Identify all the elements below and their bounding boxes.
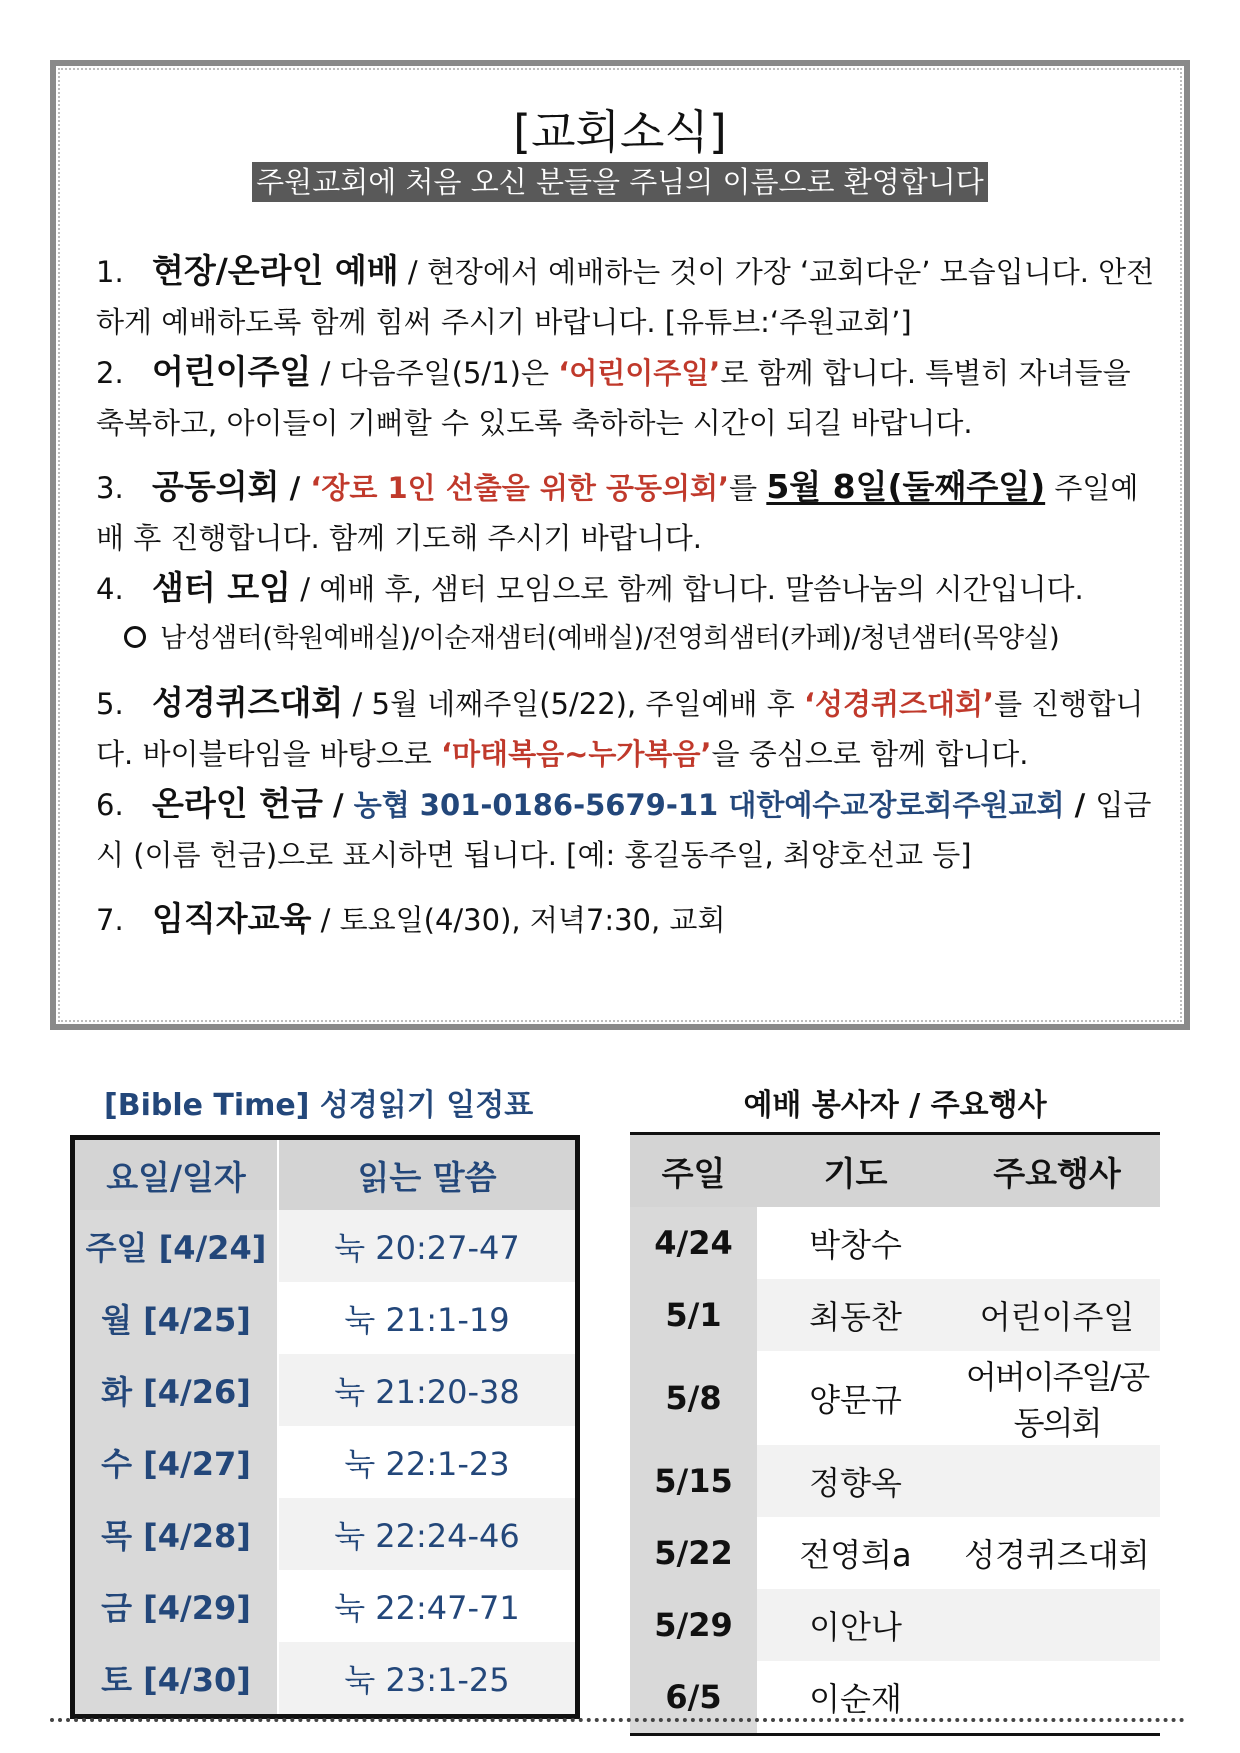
table-row: 5/1 최동찬 어린이주일: [630, 1279, 1160, 1351]
table-header: 요일/일자 읽는 말씀: [73, 1138, 578, 1211]
table-row: 화 [4/26] 눅 21:20-38: [73, 1354, 578, 1426]
table-row: 5/29 이안나: [630, 1589, 1160, 1661]
table-row: 5/22 전영희a 성경퀴즈대회: [630, 1517, 1160, 1589]
page-title: [교회소식]: [513, 105, 727, 159]
table-row: 토 [4/30] 눅 23:1-25: [73, 1642, 578, 1717]
news-item-3: 3. 공동의회 / ‘장로 1인 선출을 위한 공동의회’를 5월 8일(둘째주일) 주일예배 후 진행합니다. 함께 기도해 주시기 바랍니다.: [96, 467, 1139, 555]
servants-table: [630, 1132, 1160, 1736]
highlight-text: ‘마태복음~누가복음’: [441, 737, 712, 771]
table-header: 주일 기도 주요행사: [630, 1134, 1160, 1208]
table-row: 4/24 박창수: [630, 1207, 1160, 1279]
table-row: 주일 [4/24] 눅 20:27-47: [73, 1210, 578, 1282]
table-row: 5/8 양문규 어버이주일/공동의회: [630, 1351, 1160, 1445]
highlight-text: ‘성경퀴즈대회’: [803, 687, 995, 721]
news-item-1: 1. 현장/온라인 예배 / 현장에서 예배하는 것이 가장 ‘교회다운’ 모습입니다. 안전하게 예배하도록 함께 힘써 주시기 바랍니다. [유튜브:‘주원교회’]: [96, 251, 1155, 339]
bank-account: 농협 301-0186-5679-11 대한예수교장로회주원교회: [353, 788, 1065, 822]
table-row: 6/5 이순재: [630, 1661, 1160, 1735]
table-row: 금 [4/29] 눅 22:47-71: [73, 1570, 578, 1642]
news-list: [96, 246, 1164, 945]
table-row: 목 [4/28] 눅 22:24-46: [73, 1498, 578, 1570]
group-locations: 남성샘터(학원예배실)/이순재샘터(예배실)/전영희샘터(카페)/청년샘터(목양실): [96, 614, 1164, 664]
news-item-7: 7. 임직자교육 / 토요일(4/30), 저녁7:30, 교회: [96, 899, 726, 938]
highlight-text: ‘장로 1인 선출을 위한 공동의회’: [310, 471, 730, 505]
news-item-2: 2. 어린이주일 / 다음주일(5/1)은 ‘어린이주일’로 함께 합니다. 특별히 자녀들을 축복하고, 아이들이 기뻐할 수 있도록 축하하는 시간이 되길 바랍니다.: [96, 352, 1131, 440]
highlight-text: ‘어린이주일’: [558, 356, 721, 390]
bible-reading-table: [70, 1135, 580, 1719]
bible-time-title: [Bible Time] 성경읽기 일정표: [104, 1088, 534, 1123]
bottom-divider: [50, 1718, 1185, 1722]
table-row: 월 [4/25] 눅 21:1-19: [73, 1282, 578, 1354]
table-row: 5/15 정향옥: [630, 1445, 1160, 1517]
table-row: 수 [4/27] 눅 22:1-23: [73, 1426, 578, 1498]
news-item-4: 4. 샘터 모임 / 예배 후, 샘터 모임으로 함께 합니다. 말씀나눔의 시간입니다.: [96, 568, 1084, 607]
news-item-5: 5. 성경퀴즈대회 / 5월 네째주일(5/22), 주일예배 후 ‘성경퀴즈대회’를 진행합니다. 바이블타임을 바탕으로 ‘마태복음~누가복음’을 중심으로 함께 합니다.: [96, 683, 1144, 771]
news-item-6: 6. 온라인 헌금 / 농협 301-0186-5679-11 대한예수교장로회주원교회 / 입금 시 (이름 헌금)으로 표시하면 됩니다. [예: 홍길동주일, 최양호선교 등]: [96, 784, 1152, 872]
meeting-date: 5월 8일(둘째주일): [766, 467, 1046, 506]
news-item-text: 현장에서 예배하는 것이 가장 ‘교회다운’ 모습입니다. 안전하게 예배하도록 함께 힘써 주시기 바랍니다. [유튜브:‘주원교회’]: [96, 255, 1155, 339]
servants-title: 예배 봉사자 / 주요행사: [743, 1088, 1047, 1123]
circle-bullet-icon: [124, 626, 146, 648]
church-news-box: [50, 60, 1190, 1030]
welcome-banner: 주원교회에 처음 오신 분들을 주님의 이름으로 환영합니다: [252, 162, 988, 202]
